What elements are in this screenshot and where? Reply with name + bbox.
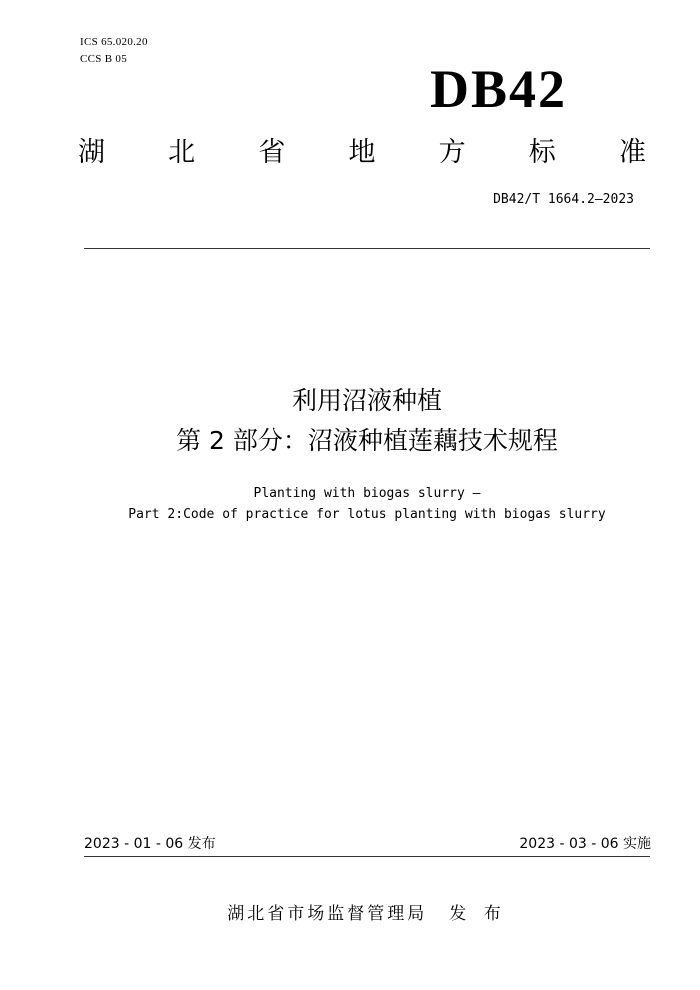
document-number: DB42/T 1664.2—2023 — [493, 192, 634, 207]
publisher-action: 发 布 — [449, 904, 507, 924]
title-main: 利用沼液种植 — [291, 386, 442, 415]
footer-divider — [84, 856, 650, 857]
english-title-line-2: Part 2:Code of practice for lotus planting with biogas slurry — [128, 507, 606, 522]
ccs-code: CCS B 05 — [80, 53, 128, 65]
standard-type-name — [78, 134, 646, 172]
standard-name-char: 方 — [438, 137, 466, 168]
publisher-line — [0, 902, 700, 926]
standard-name-char: 标 — [528, 137, 556, 168]
publisher-name: 湖北省市场监督管理局 — [227, 904, 428, 924]
classification-codes — [80, 34, 148, 68]
standard-code-logo: DB42 — [430, 59, 568, 119]
standard-name-char: 地 — [348, 137, 376, 168]
standard-name-char: 北 — [168, 137, 196, 168]
standard-name-char: 湖 — [78, 137, 105, 168]
issue-date: 2023 - 01 - 06 发布 — [84, 836, 216, 852]
standard-name-char: 省 — [258, 137, 286, 168]
ics-code: ICS 65.020.20 — [80, 36, 148, 48]
english-title-line-1: Planting with biogas slurry — — [253, 486, 481, 501]
title-part: 第 2 部分：沼液种植莲藕技术规程 — [176, 426, 558, 455]
header-divider — [84, 248, 650, 249]
standard-name-char: 准 — [618, 137, 646, 168]
implementation-date: 2023 - 03 - 06 实施 — [519, 836, 651, 852]
